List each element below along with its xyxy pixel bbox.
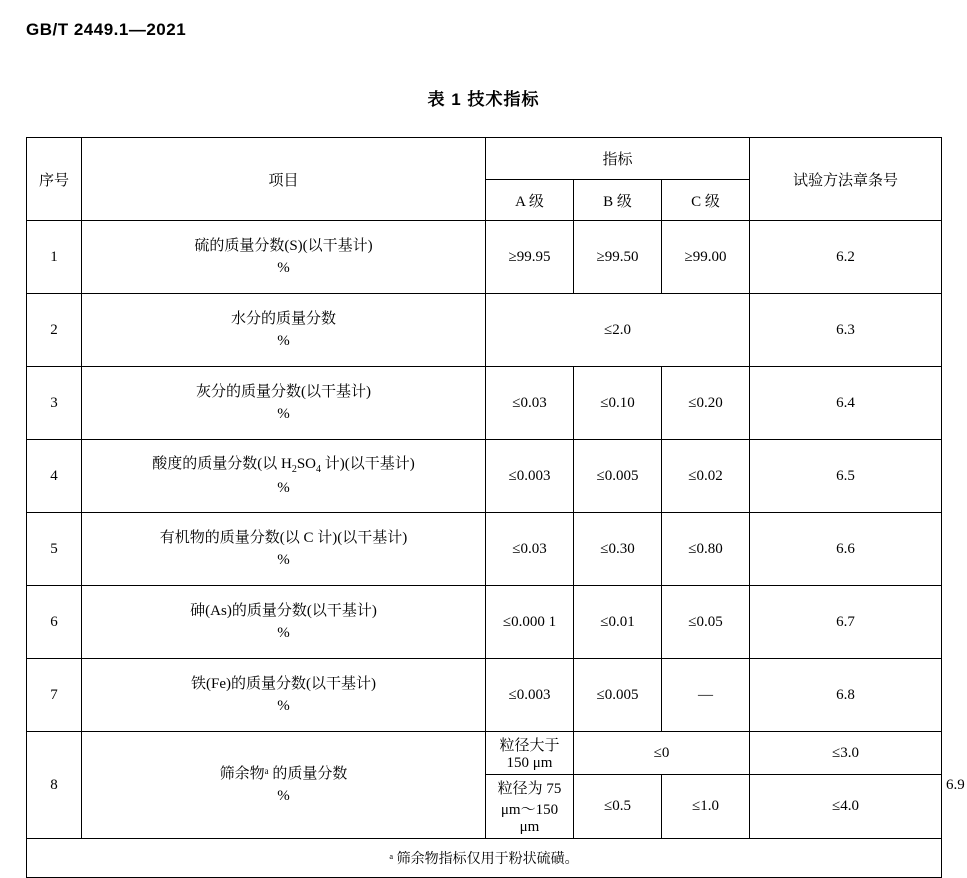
row-grade-a: ≤0.03 <box>486 513 574 586</box>
subrow-label: 粒径为 75 μm～150 μm <box>486 775 574 839</box>
row-seq: 6 <box>27 586 82 659</box>
table-row <box>27 440 942 513</box>
row-item-line1: 硫的质量分数(S)(以干基计) <box>194 237 373 254</box>
row-method: 6.4 <box>750 367 942 440</box>
row-item-unit: % <box>277 552 290 568</box>
row-item <box>82 440 486 513</box>
row-method: 6.2 <box>750 221 942 294</box>
row-item-unit: % <box>277 479 290 496</box>
header-index-group: 指标 <box>486 138 750 180</box>
row-item-line1: 砷(As)的质量分数(以干基计) <box>190 602 377 619</box>
table-row <box>27 586 942 659</box>
row-grade-b: ≤0.01 <box>574 586 662 659</box>
table-footnote-row <box>27 839 942 878</box>
row-grade-c: — <box>662 659 750 732</box>
row-grade-a: ≤0.000 1 <box>486 586 574 659</box>
row-grade-c: ≤0.02 <box>662 440 750 513</box>
row-seq: 3 <box>27 367 82 440</box>
row-item <box>82 294 486 367</box>
header-grade-c: C 级 <box>662 180 750 221</box>
subrow-grade-b: ≤1.0 <box>662 775 750 839</box>
subrow-grade-a: ≤0.5 <box>574 775 662 839</box>
row-item-line1: 铁(Fe)的质量分数(以干基计) <box>191 675 376 692</box>
row-item-line1: 有机物的质量分数(以 C 计)(以干基计) <box>159 529 408 546</box>
row-grade-a: ≤0.003 <box>486 659 574 732</box>
row-method: 6.8 <box>750 659 942 732</box>
row-item <box>82 732 486 839</box>
row-seq: 8 <box>27 732 82 839</box>
subrow-grade-c: ≤4.0 <box>750 775 942 839</box>
table-row <box>27 659 942 732</box>
table-row <box>27 367 942 440</box>
row-item-line1: 酸度的质量分数(以 $H_2SO_4$ 计)(以干基计) <box>152 455 415 475</box>
row-grade-merged: ≤2.0 <box>486 294 750 367</box>
row-item-unit: % <box>277 406 290 422</box>
table-title: 表 1 技术指标 <box>427 90 540 109</box>
row-item-line1: 水分的质量分数 <box>230 310 336 327</box>
row-grade-c: ≤0.20 <box>662 367 750 440</box>
spec-table-wrapper <box>26 137 965 878</box>
header-method: 试验方法章条号 <box>750 138 942 221</box>
header-item: 项目 <box>82 138 486 221</box>
row-grade-c: ≥99.00 <box>662 221 750 294</box>
header-seq: 序号 <box>27 138 82 221</box>
technical-index-table <box>26 137 965 878</box>
row-grade-b: ≤0.005 <box>574 659 662 732</box>
table-row <box>27 294 942 367</box>
standard-number: GB/T 2449.1—2021 <box>26 20 187 39</box>
row-method: 6.7 <box>750 586 942 659</box>
row-grade-a: ≤0.03 <box>486 367 574 440</box>
row-grade-b: ≤0.10 <box>574 367 662 440</box>
row-seq: 1 <box>27 221 82 294</box>
header-grade-a: A 级 <box>486 180 574 221</box>
subrow-grade-ab: ≤0 <box>574 732 750 775</box>
row-item <box>82 513 486 586</box>
row-grade-a: ≥99.95 <box>486 221 574 294</box>
header-grade-b: B 级 <box>574 180 662 221</box>
row-seq: 5 <box>27 513 82 586</box>
table-header-row-1 <box>27 138 942 180</box>
row-grade-a: ≤0.003 <box>486 440 574 513</box>
row-method: 6.6 <box>750 513 942 586</box>
row-item-unit: % <box>277 698 290 714</box>
row-item-unit: % <box>277 260 290 276</box>
table-row: 8 筛余物ᵃ 的质量分数 % 粒径大于 150 μm ≤0 ≤3.0 6.9 <box>27 732 942 775</box>
row-method: 6.5 <box>750 440 942 513</box>
row-grade-c: ≤0.80 <box>662 513 750 586</box>
row-seq: 2 <box>27 294 82 367</box>
row-item <box>82 659 486 732</box>
row-item <box>82 221 486 294</box>
table-footnote: ᵃ 筛余物指标仅用于粉状硫磺。 <box>27 839 942 878</box>
row-method: 6.3 <box>750 294 942 367</box>
table-row <box>27 513 942 586</box>
row-seq: 4 <box>27 440 82 513</box>
row-grade-b: ≥99.50 <box>574 221 662 294</box>
row-item-unit: % <box>277 788 290 804</box>
row-item-unit: % <box>277 333 290 349</box>
table-row <box>27 221 942 294</box>
row-seq: 7 <box>27 659 82 732</box>
row-item-line1: 筛余物ᵃ 的质量分数 <box>219 765 348 782</box>
row-item <box>82 367 486 440</box>
row-item-line1: 灰分的质量分数(以干基计) <box>196 383 371 400</box>
row-grade-b: ≤0.005 <box>574 440 662 513</box>
row-grade-c: ≤0.05 <box>662 586 750 659</box>
row-item-unit: % <box>277 625 290 641</box>
row-item <box>82 586 486 659</box>
subrow-label: 粒径大于 150 μm <box>486 732 574 775</box>
row-grade-b: ≤0.30 <box>574 513 662 586</box>
subrow-grade-c: ≤3.0 <box>750 732 942 775</box>
